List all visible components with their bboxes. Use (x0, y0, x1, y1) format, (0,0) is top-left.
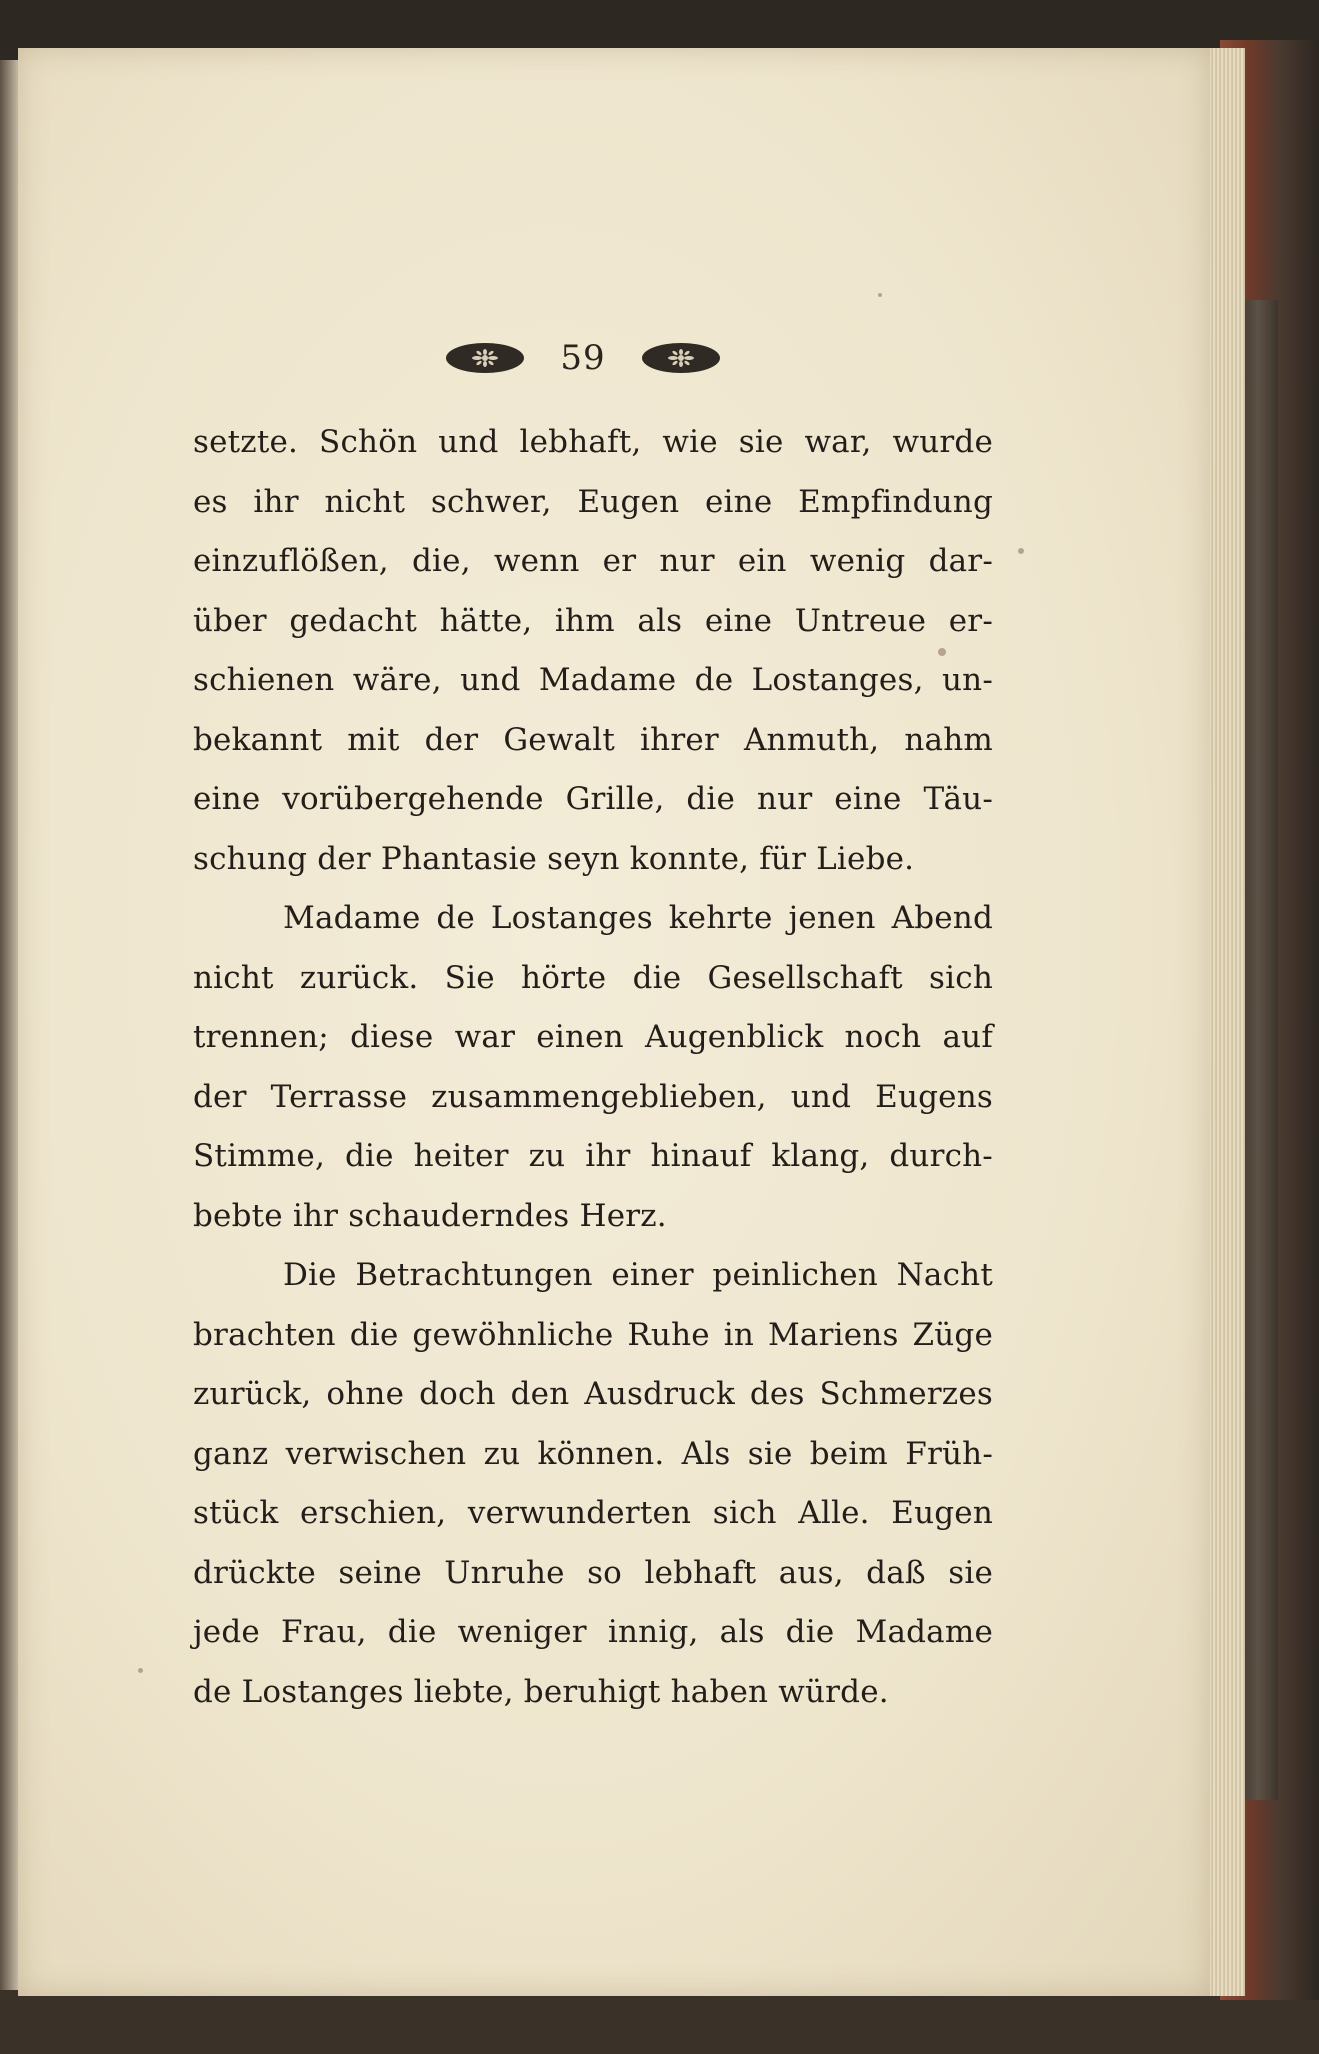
text-line: schung der Phantasie seyn konnte, für Liebe. (193, 840, 915, 877)
previous-page-edge (0, 60, 20, 1990)
text-line: nicht zurück. Sie hörte die Gesellschaft sich (193, 959, 993, 996)
text-line: Stimme, die heiter zu ihr hinauf klang, durch- (193, 1138, 993, 1174)
book-page (18, 48, 1210, 1996)
text-line: einzuflößen, die, wenn er nur ein wenig dar- (193, 543, 993, 579)
text-line: brachten die gewöhnliche Ruhe in Mariens Züge (193, 1316, 993, 1353)
paper-speck (878, 293, 882, 297)
page-number: 59 (560, 338, 606, 378)
text-line: der Terrasse zusammengeblieben, und Eugens (193, 1078, 993, 1115)
page-header (18, 336, 1148, 380)
text-line: jede Frau, die weniger innig, als die Madame (193, 1614, 993, 1650)
paper-speck (1018, 548, 1024, 554)
page-block-edges (1205, 48, 1245, 1996)
text-line: über gedacht hätte, ihm als eine Untreue er- (193, 602, 993, 639)
text-line: bekannt mit der Gewalt ihrer Anmuth, nahm (193, 721, 993, 758)
text-line: ganz verwischen zu können. Als sie beim Früh- (193, 1435, 993, 1472)
text-line: Die Betrachtungen einer peinlichen Nacht (283, 1257, 993, 1293)
text-line: bebte ihr schauderndes Herz. (193, 1197, 667, 1234)
text-line: zurück, ohne doch den Ausdruck des Schmerzes (193, 1376, 993, 1412)
rosette-ornament-icon (448, 345, 522, 371)
paper-speck (138, 1668, 143, 1673)
text-line: stück erschien, verwunderten sich Alle. Eugen (193, 1495, 993, 1531)
text-line: drückte seine Unruhe so lebhaft aus, daß sie (193, 1554, 993, 1591)
rosette-ornament-icon (644, 345, 718, 371)
text-line: trennen; diese war einen Augenblick noch auf (193, 1019, 993, 1055)
text-line: de Lostanges liebte, beruhigt haben würde. (193, 1673, 889, 1710)
text-line: es ihr nicht schwer, Eugen eine Empfindung (193, 483, 993, 520)
text-line: schienen wäre, und Madame de Lostanges, un- (193, 662, 993, 698)
text-line: eine vorübergehende Grille, die nur eine Täu- (193, 781, 993, 817)
body-text (193, 413, 993, 1722)
text-line: setzte. Schön und lebhaft, wie sie war, wurde (193, 424, 993, 460)
text-line: Madame de Lostanges kehrte jenen Abend (283, 900, 993, 936)
